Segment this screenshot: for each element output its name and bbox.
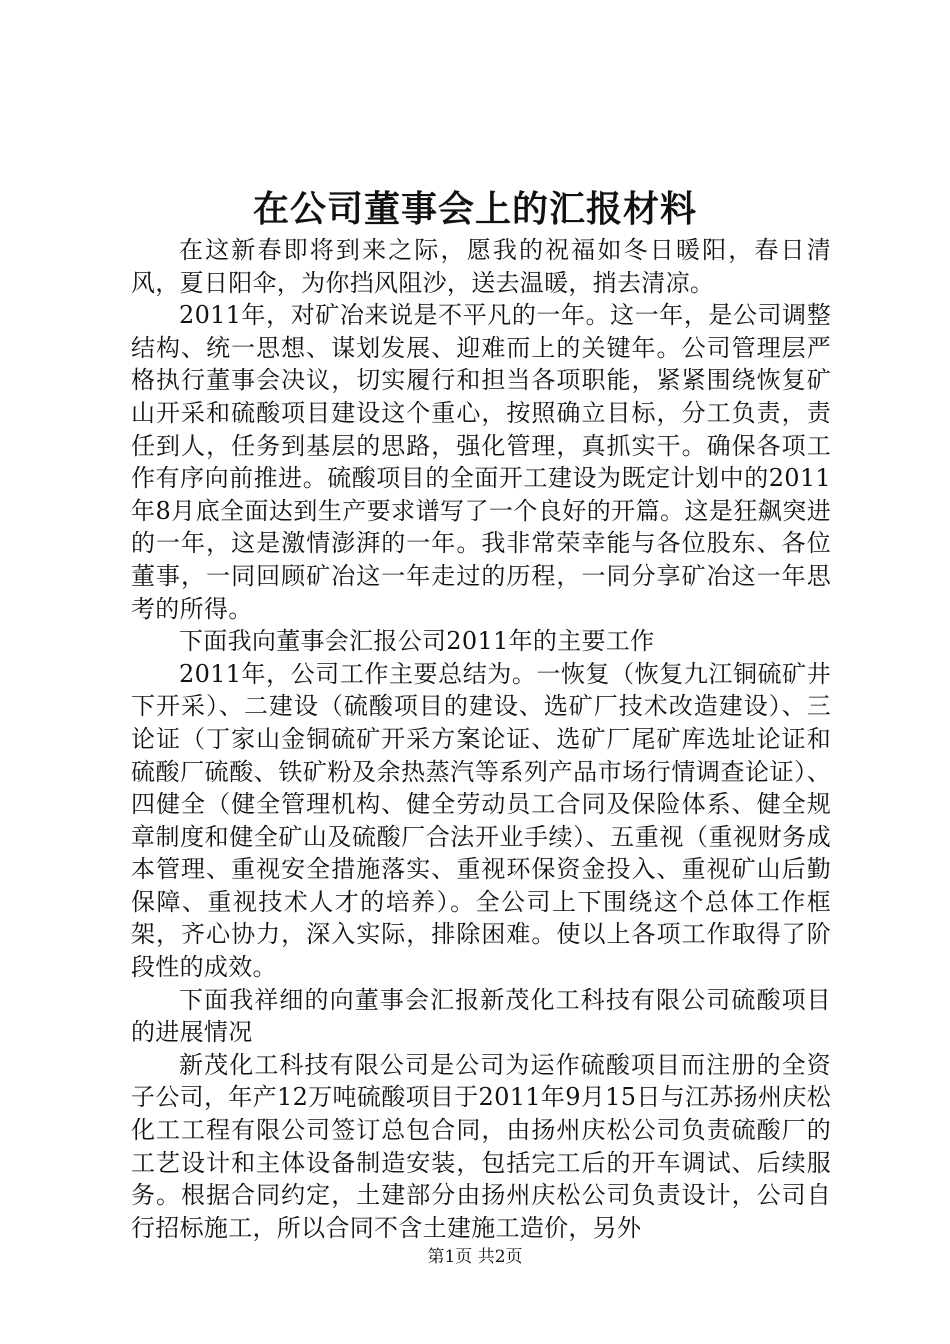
paragraph-project-detail: 新茂化工科技有限公司是公司为运作硫酸项目而注册的全资子公司，年产12万吨硫酸项目于2011年9月15日与江苏扬州庆松化工工程有限公司签订总包合同，由扬州庆松公司负责硫酸厂的工艺设计和主体设备制造安装，包括完工后的开车调试、后续服务。根据合同约定，土建部分由扬州庆松公司负责设计，公司自行招标施工，所以合同不含土建施工造价，另外 xyxy=(131,1050,831,1242)
paragraph-work-summary: 2011年，公司工作主要总结为。一恢复（恢复九江铜硫矿井下开采）、二建设（硫酸项目的建设、选矿厂技术改造建设）、三论证（丁家山金铜硫矿开采方案论证、选矿厂尾矿库选址论证和硫酸厂硫酸、铁矿粉及余热蒸汽等系列产品市场行情调查论证）、四健全（健全管理机构、健全劳动员工合同及保险体系、健全规章制度和健全矿山及硫酸厂合法开业手续）、五重视（重视财务成本管理、重视安全措施落实、重视环保资金投入、重视矿山后勤保障、重视技术人才的培养）。全公司上下围绕这个总体工作框架，齐心协力，深入实际，排除困难。使以上各项工作取得了阶段性的成效。 xyxy=(131,659,831,982)
document-body xyxy=(131,234,831,1244)
document-title: 在公司董事会上的汇报材料 xyxy=(252,189,697,230)
paragraph-project-intro: 下面我祥细的向董事会汇报新茂化工科技有限公司硫酸项目的进展情况 xyxy=(131,985,831,1047)
paragraph-greeting: 在这新春即将到来之际，愿我的祝福如冬日暖阳，春日清风，夏日阳伞，为你挡风阻沙，送去温暖，捎去清凉。 xyxy=(131,236,831,297)
paragraph-review-2011: 2011年，对矿冶来说是不平凡的一年。这一年，是公司调整结构、统一思想、谋划发展、迎难而上的关键年。公司管理层严格执行董事会决议，切实履行和担当各项职能，紧紧围绕恢复矿山开采和硫酸项目建设这个重心，按照确立目标，分工负责，责任到人，任务到基层的思路，强化管理，真抓实干。确保各项工作有序向前推进。硫酸项目的全面开工建设为既定计划中的2011年8月底全面达到生产要求谱写了一个良好的开篇。这是狂飙突进的一年，这是激情澎湃的一年。我非常荣幸能与各位股东、各位董事，一同回顾矿冶这一年走过的历程，一同分享矿冶这一年思考的所得。 xyxy=(131,301,831,623)
page-footer: 第1页 共2页 xyxy=(427,1247,523,1267)
paragraph-work-intro: 下面我向董事会汇报公司2011年的主要工作 xyxy=(179,627,655,656)
